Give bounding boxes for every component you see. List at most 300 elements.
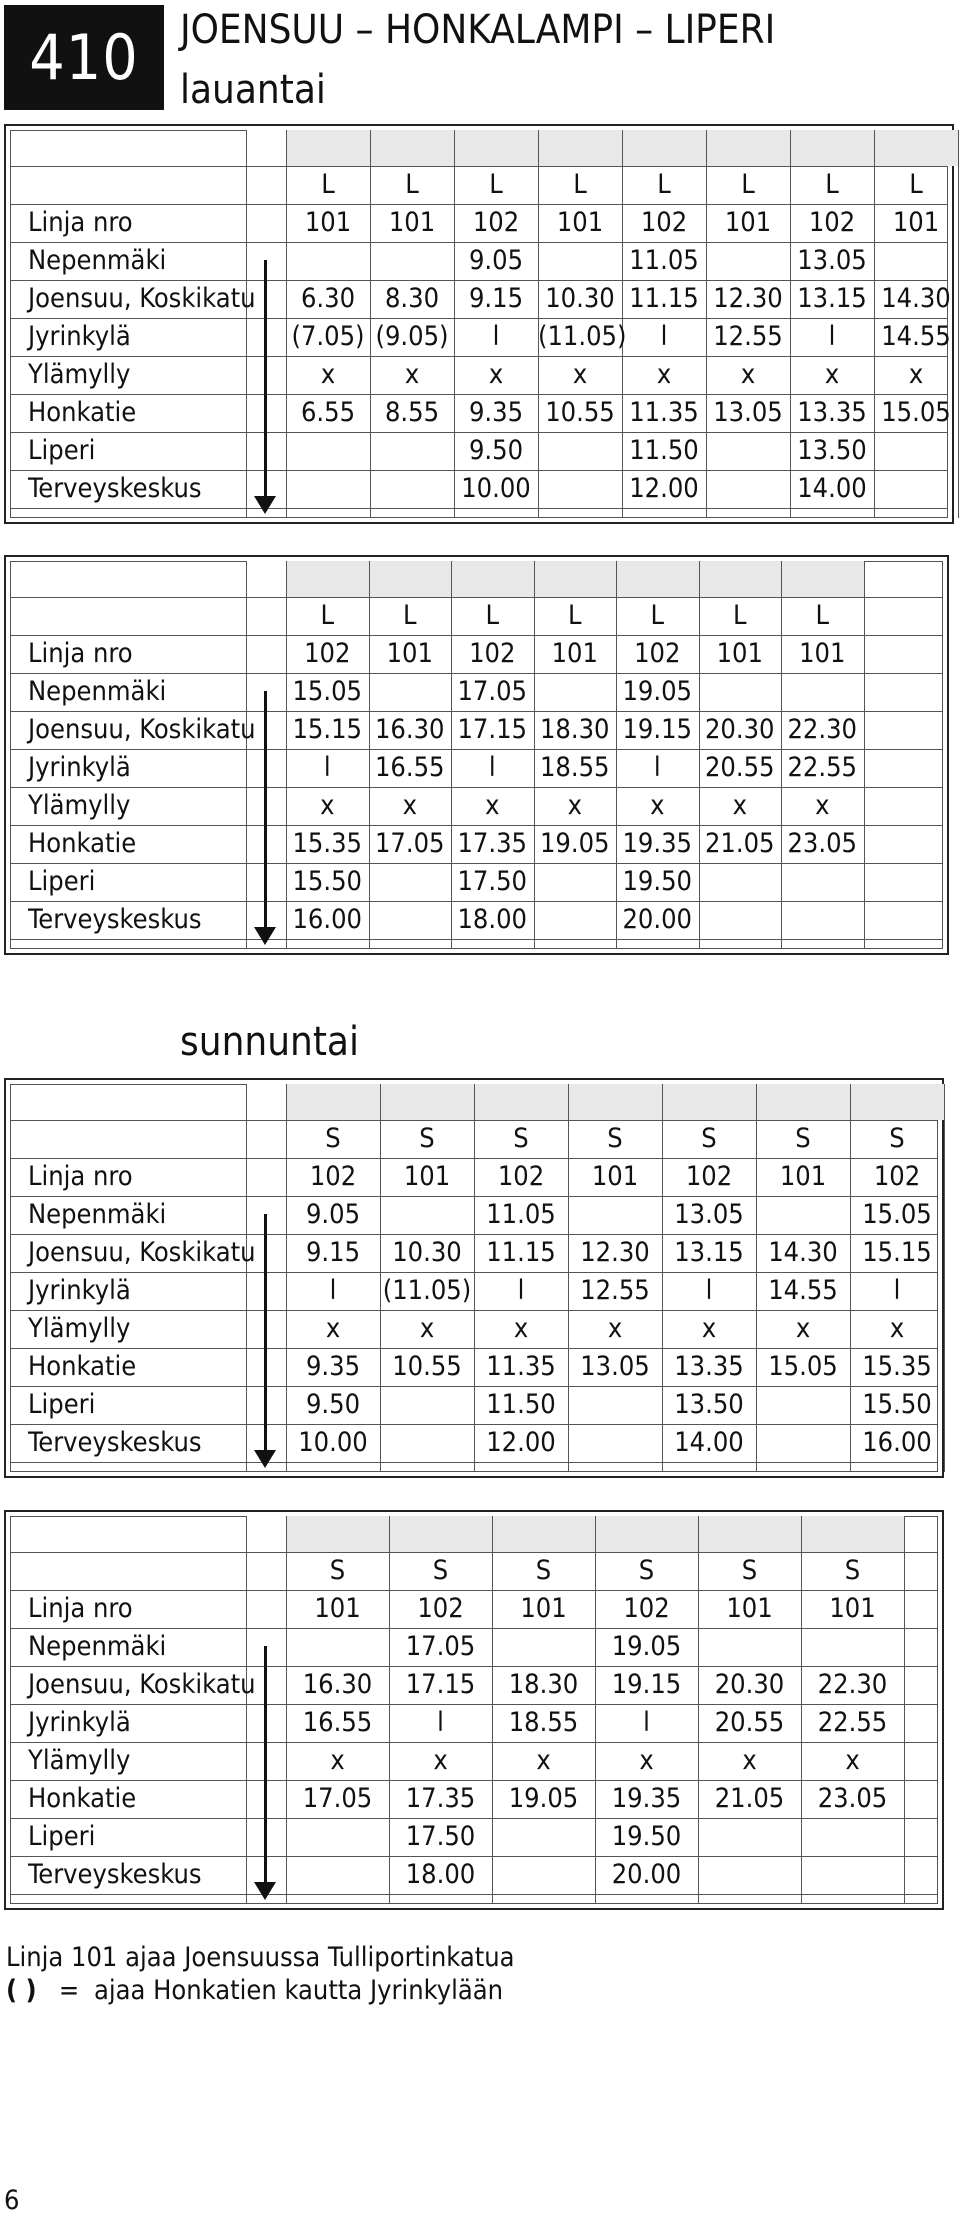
stop-label: Linja nro (28, 1593, 133, 1624)
time-cell: 21.05 (714, 1783, 785, 1814)
time-cell: 12.30 (580, 1237, 650, 1268)
time-cell: 14.30 (881, 283, 951, 314)
stop-label: Nepenmäki (28, 676, 167, 707)
line-number-cell: 101 (388, 207, 436, 238)
time-cell (706, 470, 790, 508)
column-divider (904, 1516, 905, 1904)
time-cell: x (732, 790, 747, 821)
time-cell: 9.35 (305, 1351, 361, 1382)
day-code-cell: S (638, 1555, 655, 1586)
header-cell-label-column (246, 130, 286, 166)
time-cell: 20.30 (714, 1669, 785, 1700)
stop-label: Honkatie (28, 397, 137, 428)
header-cell (698, 1516, 801, 1552)
time-cell: x (567, 790, 582, 821)
line-number-cell: 101 (591, 1161, 639, 1192)
time-cell: x (607, 1313, 623, 1344)
time-cell: x (572, 359, 588, 390)
time-cell: 19.35 (622, 828, 693, 859)
time-cell (756, 1386, 850, 1424)
time-cell: 15.05 (862, 1199, 932, 1230)
time-cell (706, 432, 790, 470)
day-code-cell: L (320, 600, 335, 631)
stop-label: Terveyskeskus (28, 1859, 202, 1890)
header-cell-label-column (246, 1084, 286, 1120)
time-cell: 19.35 (611, 1783, 682, 1814)
time-cell: 14.55 (768, 1275, 838, 1306)
time-cell: 11.15 (629, 283, 699, 314)
day-code-cell: S (513, 1123, 529, 1154)
header-cell-label-column (246, 1516, 286, 1552)
line-number-cell: 101 (779, 1161, 827, 1192)
route-number-badge (4, 5, 164, 110)
time-cell: x (908, 359, 924, 390)
stop-label: Ylämylly (28, 1745, 131, 1776)
time-cell (781, 863, 864, 901)
time-cell: x (742, 1745, 757, 1776)
header-cell (286, 130, 370, 166)
header-cell (699, 561, 782, 597)
time-cell: 10.30 (545, 283, 615, 314)
timetable-1 (4, 124, 954, 524)
time-cell: 18.55 (539, 752, 610, 783)
time-cell: 22.55 (787, 752, 858, 783)
footnote-route-101: Linja 101 ajaa Joensuussa Tulliportinkatua (6, 1942, 515, 1973)
day-code-cell: S (329, 1555, 346, 1586)
time-cell: (7.05) (291, 321, 365, 352)
time-cell: 20.30 (704, 714, 775, 745)
footnote-parentheses-symbol: ( ) (6, 1975, 37, 2006)
direction-arrow-shaft (264, 1214, 267, 1452)
direction-arrow-icon (254, 927, 276, 945)
time-cell: 15.35 (862, 1351, 932, 1382)
time-cell: 14.30 (768, 1237, 838, 1268)
time-cell (706, 242, 790, 280)
time-cell (699, 673, 782, 711)
line-number-cell: 102 (309, 1161, 357, 1192)
time-cell: 19.05 (611, 1631, 682, 1662)
stop-label: Nepenmäki (28, 1199, 167, 1230)
column-divider (246, 1516, 247, 1904)
header-cell (492, 1516, 595, 1552)
day-code-cell: L (489, 169, 503, 200)
time-cell: 11.05 (629, 245, 699, 276)
stop-label: Liperi (28, 1389, 96, 1420)
day-label-sunday: sunnuntai (180, 1019, 359, 1065)
time-cell: l (437, 1707, 444, 1738)
time-cell: x (656, 359, 672, 390)
header-cell (781, 561, 864, 597)
header-cell (801, 1516, 904, 1552)
day-code-cell: L (657, 169, 671, 200)
day-code-cell: S (325, 1123, 341, 1154)
time-cell: 13.05 (674, 1199, 744, 1230)
row-divider (10, 508, 948, 509)
route-title: JOENSUU – HONKALAMPI – LIPERI (180, 7, 776, 53)
line-number-cell: 102 (623, 1593, 670, 1624)
day-code-cell: S (535, 1555, 552, 1586)
column-divider (246, 130, 247, 518)
stop-label: Nepenmäki (28, 245, 167, 276)
stop-label: Linja nro (28, 638, 133, 669)
stop-label: Ylämylly (28, 1313, 131, 1344)
time-cell: 17.50 (405, 1821, 476, 1852)
time-cell: 19.50 (622, 866, 693, 897)
time-cell: 15.15 (292, 714, 363, 745)
footnote-parentheses (6, 1975, 503, 2007)
stop-label: Terveyskeskus (28, 473, 202, 504)
header-cell (595, 1516, 698, 1552)
header-cell (616, 561, 699, 597)
time-cell: 15.15 (862, 1237, 932, 1268)
time-cell: 15.50 (292, 866, 363, 897)
time-cell: (11.05) (538, 321, 627, 352)
timetable-2 (4, 555, 949, 955)
stop-label: Honkatie (28, 828, 137, 859)
time-cell: 9.50 (305, 1389, 361, 1420)
line-number-cell: 102 (640, 207, 688, 238)
time-cell: l (492, 321, 500, 352)
time-cell: 10.00 (461, 473, 531, 504)
header-cell (451, 561, 534, 597)
timetable-4 (4, 1510, 944, 1910)
time-cell: 9.05 (468, 245, 524, 276)
day-code-cell: L (732, 600, 747, 631)
time-cell: 19.05 (622, 676, 693, 707)
header-cell (370, 130, 454, 166)
time-cell: 15.50 (862, 1389, 932, 1420)
column-divider (958, 130, 959, 518)
time-cell: 17.05 (374, 828, 445, 859)
time-cell (698, 1818, 801, 1856)
time-cell: 13.35 (674, 1351, 744, 1382)
time-cell: 22.30 (817, 1669, 888, 1700)
line-number-cell: 101 (799, 638, 846, 669)
time-cell (370, 242, 454, 280)
day-code-cell: S (432, 1555, 449, 1586)
day-code-cell: L (402, 600, 417, 631)
time-cell: 18.30 (539, 714, 610, 745)
day-code-cell: L (741, 169, 755, 200)
time-cell: 17.15 (405, 1669, 476, 1700)
time-cell (286, 1818, 389, 1856)
time-cell (369, 673, 452, 711)
stop-label: Jyrinkylä (28, 1707, 131, 1738)
header-cell (706, 130, 790, 166)
time-cell: x (824, 359, 840, 390)
day-code-cell: S (844, 1555, 861, 1586)
time-cell: 22.55 (817, 1707, 888, 1738)
header-cell (790, 130, 874, 166)
stop-label: Joensuu, Koskikatu (28, 1669, 256, 1700)
time-cell: 19.15 (611, 1669, 682, 1700)
header-cell (286, 1084, 380, 1120)
day-code-cell: L (485, 600, 500, 631)
time-cell: (9.05) (375, 321, 449, 352)
time-cell: 9.50 (468, 435, 524, 466)
time-cell: 16.30 (374, 714, 445, 745)
time-cell: x (320, 790, 335, 821)
time-cell (534, 673, 617, 711)
time-cell: l (893, 1275, 901, 1306)
time-cell: 17.05 (405, 1631, 476, 1662)
header-cell (850, 1084, 944, 1120)
day-code-cell: S (419, 1123, 435, 1154)
line-number-cell: 102 (873, 1161, 921, 1192)
header-cell-label-column (246, 561, 286, 597)
time-cell: x (701, 1313, 717, 1344)
time-cell (286, 242, 370, 280)
line-number-cell: 102 (497, 1161, 545, 1192)
time-cell: x (433, 1745, 448, 1776)
time-cell (538, 470, 622, 508)
line-number-cell: 101 (314, 1593, 361, 1624)
time-cell: 11.05 (486, 1199, 556, 1230)
day-code-cell: S (701, 1123, 717, 1154)
time-cell: l (705, 1275, 713, 1306)
time-cell: 23.05 (817, 1783, 888, 1814)
time-cell: 13.05 (580, 1351, 650, 1382)
time-cell: 12.00 (486, 1427, 556, 1458)
time-cell: x (536, 1745, 551, 1776)
time-cell: 18.55 (508, 1707, 579, 1738)
time-cell: 10.30 (392, 1237, 462, 1268)
time-cell: 16.30 (302, 1669, 373, 1700)
time-cell (801, 1818, 904, 1856)
time-cell: 17.35 (457, 828, 528, 859)
time-cell (369, 901, 452, 939)
column-divider (944, 1084, 945, 1472)
time-cell: 13.15 (674, 1237, 744, 1268)
footnote-equals: = (58, 1975, 80, 2006)
stop-label: Joensuu, Koskikatu (28, 283, 256, 314)
header-cell (538, 130, 622, 166)
time-cell: 10.55 (545, 397, 615, 428)
time-cell: l (323, 752, 331, 783)
time-cell: 17.05 (457, 676, 528, 707)
time-cell (568, 1424, 662, 1462)
time-cell: x (320, 359, 336, 390)
time-cell: 12.55 (713, 321, 783, 352)
time-cell (380, 1424, 474, 1462)
line-number-cell: 102 (808, 207, 856, 238)
line-number-cell: 101 (403, 1161, 451, 1192)
time-cell: 16.00 (292, 904, 363, 935)
time-cell: l (517, 1275, 525, 1306)
time-cell: 19.05 (539, 828, 610, 859)
line-number-cell: 101 (551, 638, 598, 669)
line-number-cell: 101 (304, 207, 352, 238)
time-cell: 10.00 (298, 1427, 368, 1458)
day-code-cell: L (573, 169, 587, 200)
time-cell: x (795, 1313, 811, 1344)
day-code-cell: L (650, 600, 665, 631)
time-cell: 18.00 (405, 1859, 476, 1890)
stop-label: Joensuu, Koskikatu (28, 1237, 256, 1268)
header-cell (380, 1084, 474, 1120)
header-cell (662, 1084, 756, 1120)
header-cell (534, 561, 617, 597)
time-cell (370, 470, 454, 508)
stop-label: Terveyskeskus (28, 904, 202, 935)
time-cell: x (815, 790, 830, 821)
time-cell: 12.30 (713, 283, 783, 314)
line-number-cell: 101 (716, 638, 763, 669)
time-cell: x (330, 1745, 345, 1776)
time-cell: l (329, 1275, 337, 1306)
time-cell: 17.05 (302, 1783, 373, 1814)
day-code-cell: L (405, 169, 419, 200)
time-cell (538, 242, 622, 280)
line-number-cell: 102 (469, 638, 516, 669)
time-cell: 20.55 (714, 1707, 785, 1738)
header-cell (369, 561, 452, 597)
header-cell (474, 1084, 568, 1120)
time-cell (369, 863, 452, 901)
direction-arrow-shaft (264, 1646, 267, 1884)
column-divider (246, 1084, 247, 1472)
day-code-cell: S (889, 1123, 905, 1154)
day-code-cell: L (321, 169, 335, 200)
time-cell (756, 1196, 850, 1234)
route-number: 410 (29, 21, 139, 94)
time-cell: 17.15 (457, 714, 528, 745)
time-cell (874, 470, 958, 508)
time-cell: 9.35 (468, 397, 524, 428)
stop-label: Honkatie (28, 1351, 137, 1382)
time-cell: l (653, 752, 661, 783)
time-cell: 22.30 (787, 714, 858, 745)
stop-label: Joensuu, Koskikatu (28, 714, 256, 745)
stop-label: Terveyskeskus (28, 1427, 202, 1458)
time-cell (698, 1628, 801, 1666)
stop-label: Linja nro (28, 1161, 133, 1192)
time-cell: 14.00 (674, 1427, 744, 1458)
time-cell: 6.55 (300, 397, 356, 428)
time-cell: 15.05 (292, 676, 363, 707)
footnote-parentheses-meaning: ajaa Honkatien kautta Jyrinkylään (94, 1975, 504, 2006)
stop-label: Jyrinkylä (28, 752, 131, 783)
time-cell: 20.55 (704, 752, 775, 783)
stop-label: Liperi (28, 866, 96, 897)
day-code-cell: S (607, 1123, 623, 1154)
day-code-cell: L (567, 600, 582, 631)
line-number-cell: 101 (724, 207, 772, 238)
direction-arrow-shaft (264, 260, 267, 498)
time-cell: 11.35 (629, 397, 699, 428)
time-cell: 11.15 (486, 1237, 556, 1268)
time-cell: 21.05 (704, 828, 775, 859)
time-cell: 16.55 (302, 1707, 373, 1738)
stop-label: Ylämylly (28, 359, 131, 390)
time-cell (568, 1386, 662, 1424)
direction-arrow-shaft (264, 691, 267, 929)
line-number-cell: 101 (386, 638, 433, 669)
header-cell (286, 561, 369, 597)
time-cell (534, 863, 617, 901)
day-code-cell: L (909, 169, 923, 200)
line-number-cell: 101 (829, 1593, 876, 1624)
direction-arrow-icon (254, 1882, 276, 1900)
time-cell (492, 1628, 595, 1666)
time-cell: x (325, 1313, 341, 1344)
time-cell: x (740, 359, 756, 390)
time-cell (801, 1628, 904, 1666)
line-number-cell: 101 (892, 207, 940, 238)
time-cell: 17.50 (457, 866, 528, 897)
timetable-3 (4, 1078, 944, 1478)
time-cell: 12.00 (629, 473, 699, 504)
time-cell: 9.15 (468, 283, 524, 314)
time-cell: l (828, 321, 836, 352)
time-cell (380, 1386, 474, 1424)
day-code-cell: L (825, 169, 839, 200)
time-cell (370, 432, 454, 470)
time-cell: 8.30 (384, 283, 440, 314)
time-cell: x (513, 1313, 529, 1344)
time-cell: 17.35 (405, 1783, 476, 1814)
line-number-cell: 101 (556, 207, 604, 238)
time-cell (801, 1856, 904, 1894)
time-cell: 6.30 (300, 283, 356, 314)
stop-label: Linja nro (28, 207, 133, 238)
time-cell (874, 432, 958, 470)
time-cell: 13.05 (713, 397, 783, 428)
time-cell: x (889, 1313, 905, 1344)
time-cell: 15.35 (292, 828, 363, 859)
time-cell (380, 1196, 474, 1234)
time-cell (492, 1818, 595, 1856)
time-cell: 11.50 (486, 1389, 556, 1420)
time-cell (286, 470, 370, 508)
column-divider (246, 561, 247, 949)
time-cell (781, 901, 864, 939)
header-cell (389, 1516, 492, 1552)
stop-label: Nepenmäki (28, 1631, 167, 1662)
row-divider (10, 939, 943, 940)
line-number-cell: 102 (634, 638, 681, 669)
time-cell (286, 1628, 389, 1666)
time-cell: 19.50 (611, 1821, 682, 1852)
time-cell: 8.55 (384, 397, 440, 428)
header-cell (874, 130, 958, 166)
time-cell (756, 1424, 850, 1462)
time-cell: x (419, 1313, 435, 1344)
time-cell: 15.05 (881, 397, 951, 428)
time-cell: x (650, 790, 665, 821)
time-cell (568, 1196, 662, 1234)
day-code-cell: L (815, 600, 830, 631)
time-cell: 23.05 (787, 828, 858, 859)
time-cell: 15.05 (768, 1351, 838, 1382)
time-cell: 14.55 (881, 321, 951, 352)
time-cell (699, 863, 782, 901)
line-number-cell: 102 (304, 638, 351, 669)
line-number-cell: 102 (685, 1161, 733, 1192)
stop-label: Liperi (28, 435, 96, 466)
header-cell (622, 130, 706, 166)
time-cell: 16.55 (374, 752, 445, 783)
time-cell: 10.55 (392, 1351, 462, 1382)
time-cell (286, 1856, 389, 1894)
time-cell (534, 901, 617, 939)
header-cell (286, 1516, 389, 1552)
time-cell: 9.05 (305, 1199, 361, 1230)
time-cell: 13.35 (797, 397, 867, 428)
time-cell: x (485, 790, 500, 821)
direction-arrow-icon (254, 496, 276, 514)
time-cell: 11.50 (629, 435, 699, 466)
